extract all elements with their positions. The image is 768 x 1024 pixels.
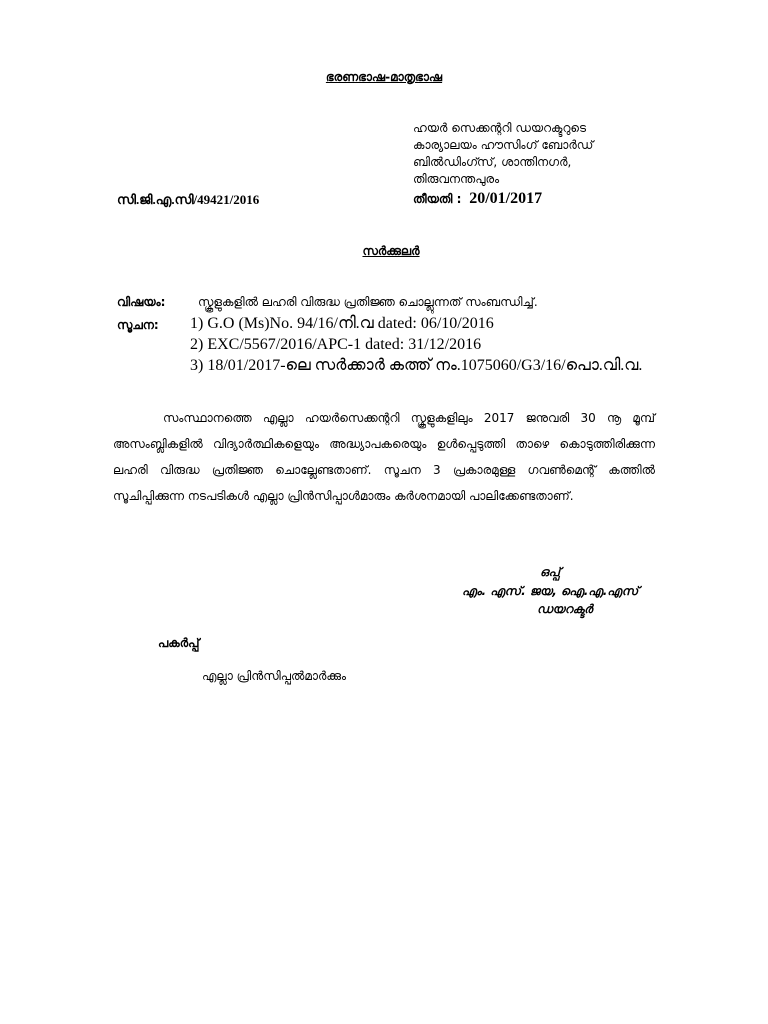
reference-item: 2) EXC/5567/2016/APC-1 dated: 31/12/2016 <box>190 336 482 353</box>
subject-text: സ്കൂളുകളിൽ ലഹരി വിരുദ്ധ പ്രതിജ്ഞ ചൊല്ലുന്നത് സംബന്ധിച്ച്. <box>198 295 538 309</box>
office-address <box>413 120 593 188</box>
reference-number: സി.ജി.എ.സി/49421/2016 <box>117 192 260 207</box>
office-address-line: തിരുവനന്തപുരം <box>413 172 500 186</box>
subject-label: വിഷയം: <box>117 295 166 309</box>
date-label: തീയതി : <box>413 192 462 206</box>
date-row <box>413 190 542 208</box>
office-address-line: ഹയർ സെക്കന്ററി ഡയറക്ടറുടെ <box>413 121 587 135</box>
copy-recipient: എല്ലാ പ്രിൻസിപ്പൽമാർക്കും <box>202 669 346 683</box>
copy-label: പകർപ്പ് <box>158 636 200 650</box>
references-label: സൂചന: <box>117 318 159 332</box>
signatory-name: എം. എസ്. ജയ, ഐ.എ.എസ് <box>462 584 639 598</box>
reference-item: 3) 18/01/2017-ലെ സർക്കാർ കത്ത് നം.1075060/G3/16/പൊ.വി.വ. <box>190 357 643 374</box>
office-address-line: കാര്യാലയം ഹൗസിംഗ് ബോർഡ് <box>413 138 594 152</box>
body-paragraph: സംസ്ഥാനത്തെ എല്ലാ ഹയർസെക്കന്ററി സ്കൂളുകളിലും 2017 ജനുവരി 30 നൂ മൂമ്പ് അസംബ്ലികളിൽ വിദ്യാർത്ഥികളെയും അദ്ധ്യാപകരെയും ഉൾപ്പെടുത്തി താഴെ കൊടുത്തിരിക്കുന്ന ലഹരി വിരുദ്ധ പ്രതിജ്ഞ ചൊല്ലേണ്ടതാണ്. സൂചന 3 പ്രകാരമുള്ള ഗവൺമെന്റ് കത്തിൽ സൂചിപ്പിക്കുന്ന നടപടികൾ എല്ലാ പ്രിൻസിപ്പാൾമാരും കർശനമായി പാലിക്കേണ്ടതാണ്. <box>113 411 655 503</box>
document-header: ഭരണഭാഷ-മാതൃഭാഷ <box>325 70 443 84</box>
reference-item: 1) G.O (Ms)No. 94/16/നി.വ dated: 06/10/2016 <box>190 315 494 332</box>
signature-sign: ഒപ്പ് <box>540 565 560 579</box>
office-address-line: ബിൽഡിംഗ്സ്, ശാന്തിനഗർ, <box>413 155 572 169</box>
date-value: 20/01/2017 <box>469 190 543 207</box>
references-list <box>190 313 642 376</box>
signatory-designation: ഡയറക്ടർ <box>537 602 593 616</box>
circular-title: സർക്കുലർ <box>362 244 420 258</box>
